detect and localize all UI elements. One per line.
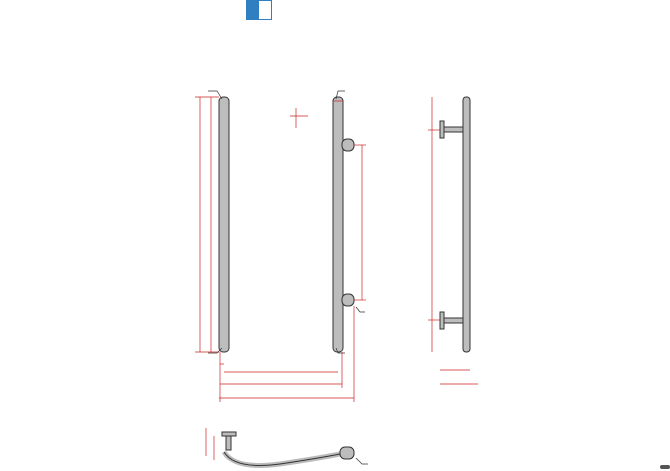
side-flange-bottom xyxy=(440,312,444,329)
bottom-connection-nipple xyxy=(342,294,354,306)
top-connection xyxy=(340,447,354,459)
top-connection-nipple xyxy=(342,139,354,151)
leader-thread xyxy=(356,307,365,312)
side-flange-top xyxy=(440,121,444,138)
side-upright xyxy=(463,97,470,352)
top-bracket xyxy=(226,436,231,450)
watermark xyxy=(660,465,670,469)
front-view xyxy=(195,91,366,402)
right-upright xyxy=(333,97,343,352)
side-bracket-bottom xyxy=(443,318,463,323)
top-flange xyxy=(222,432,236,436)
top-leader-thread xyxy=(356,458,368,464)
left-upright xyxy=(219,97,229,352)
side-bracket-top xyxy=(443,127,463,132)
top-view xyxy=(206,428,368,466)
side-view xyxy=(428,97,478,384)
